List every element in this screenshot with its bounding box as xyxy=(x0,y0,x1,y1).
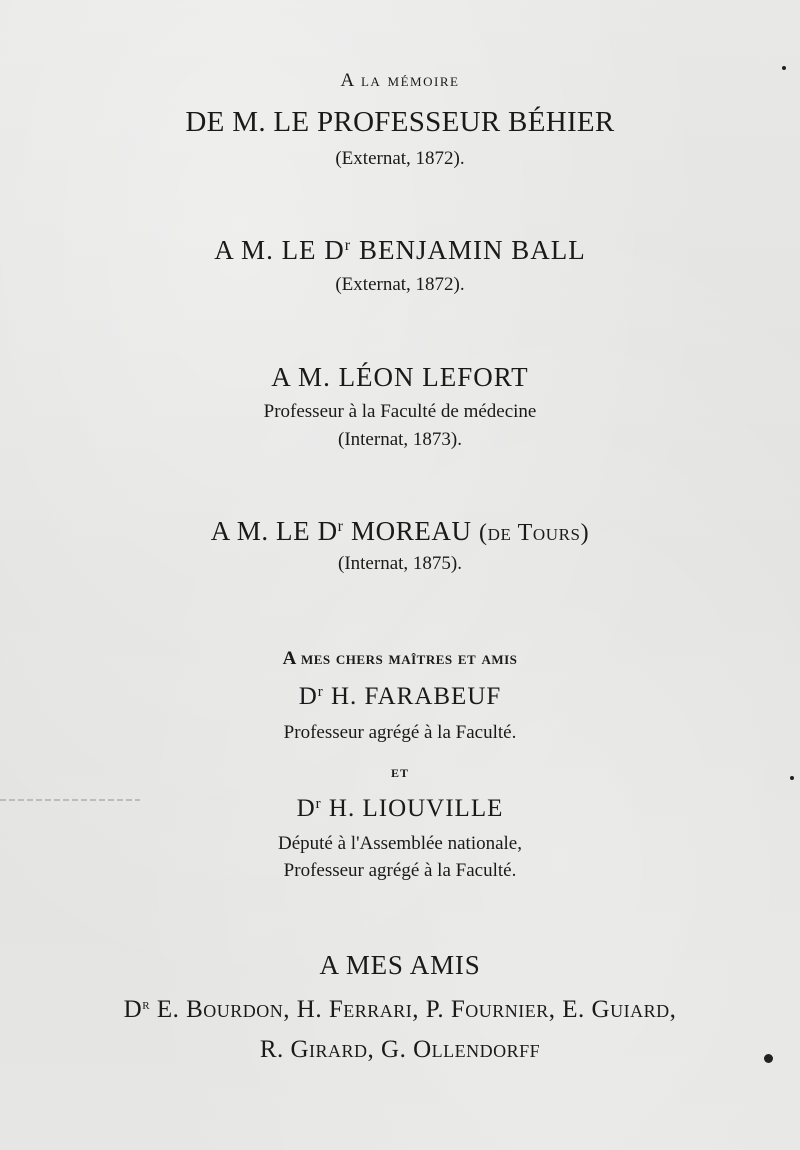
moreau-sup: r xyxy=(337,517,344,536)
lefort-name: A M. LÉON LEFORT xyxy=(271,362,529,392)
moreau-suffix: (de Tours) xyxy=(478,520,590,546)
liouville-title-1: Député à l'Assemblée nationale, xyxy=(277,833,522,854)
behier-note: (Externat, 1872). xyxy=(335,148,465,169)
ball-name: BENJAMIN BALL xyxy=(351,235,586,265)
liouville-name: H. LIOUVILLE xyxy=(321,795,504,822)
liouville-title-2: Professeur agrégé à la Faculté. xyxy=(283,860,517,881)
ball-dedication xyxy=(0,235,800,266)
memoire-header: A la mémoire xyxy=(340,70,460,91)
moreau-prefix: A M. LE D xyxy=(210,516,338,546)
liouville-name-line xyxy=(0,795,800,823)
lefort-note: (Internat, 1873). xyxy=(338,429,462,450)
amis-list-line-1 xyxy=(0,996,800,1024)
moreau-dedication xyxy=(0,516,800,547)
ball-note: (Externat, 1872). xyxy=(335,274,465,295)
maitres-header: A mes chers maîtres et amis xyxy=(282,648,518,669)
amis-list-names-1: E. Bourdon, H. Ferrari, P. Fournier, E. Guiard, xyxy=(150,996,677,1023)
farabeuf-title: Professeur agrégé à la Faculté. xyxy=(283,722,517,743)
farabeuf-sup: r xyxy=(317,683,324,700)
liouville-sup: r xyxy=(315,795,322,812)
farabeuf-name: H. FARABEUF xyxy=(323,683,502,710)
moreau-note: (Internat, 1875). xyxy=(338,553,462,574)
lefort-title: Professeur à la Faculté de médecine xyxy=(263,401,537,422)
amis-list-line-2: R. Girard, G. Ollendorff xyxy=(259,1036,541,1063)
farabeuf-prefix: D xyxy=(298,683,318,710)
behier-name: DE M. LE PROFESSEUR BÉHIER xyxy=(185,106,615,138)
ball-sup: r xyxy=(344,236,352,255)
amis-header: A MES AMIS xyxy=(319,950,481,980)
ball-prefix: A M. LE D xyxy=(214,235,345,265)
moreau-name: MOREAU xyxy=(343,516,479,546)
amis-list-prefix: D xyxy=(123,996,143,1023)
liouville-prefix: D xyxy=(296,795,316,822)
farabeuf-name-line xyxy=(0,683,800,711)
et-conjunction: et xyxy=(390,762,409,781)
amis-list-sup: r xyxy=(142,996,151,1013)
